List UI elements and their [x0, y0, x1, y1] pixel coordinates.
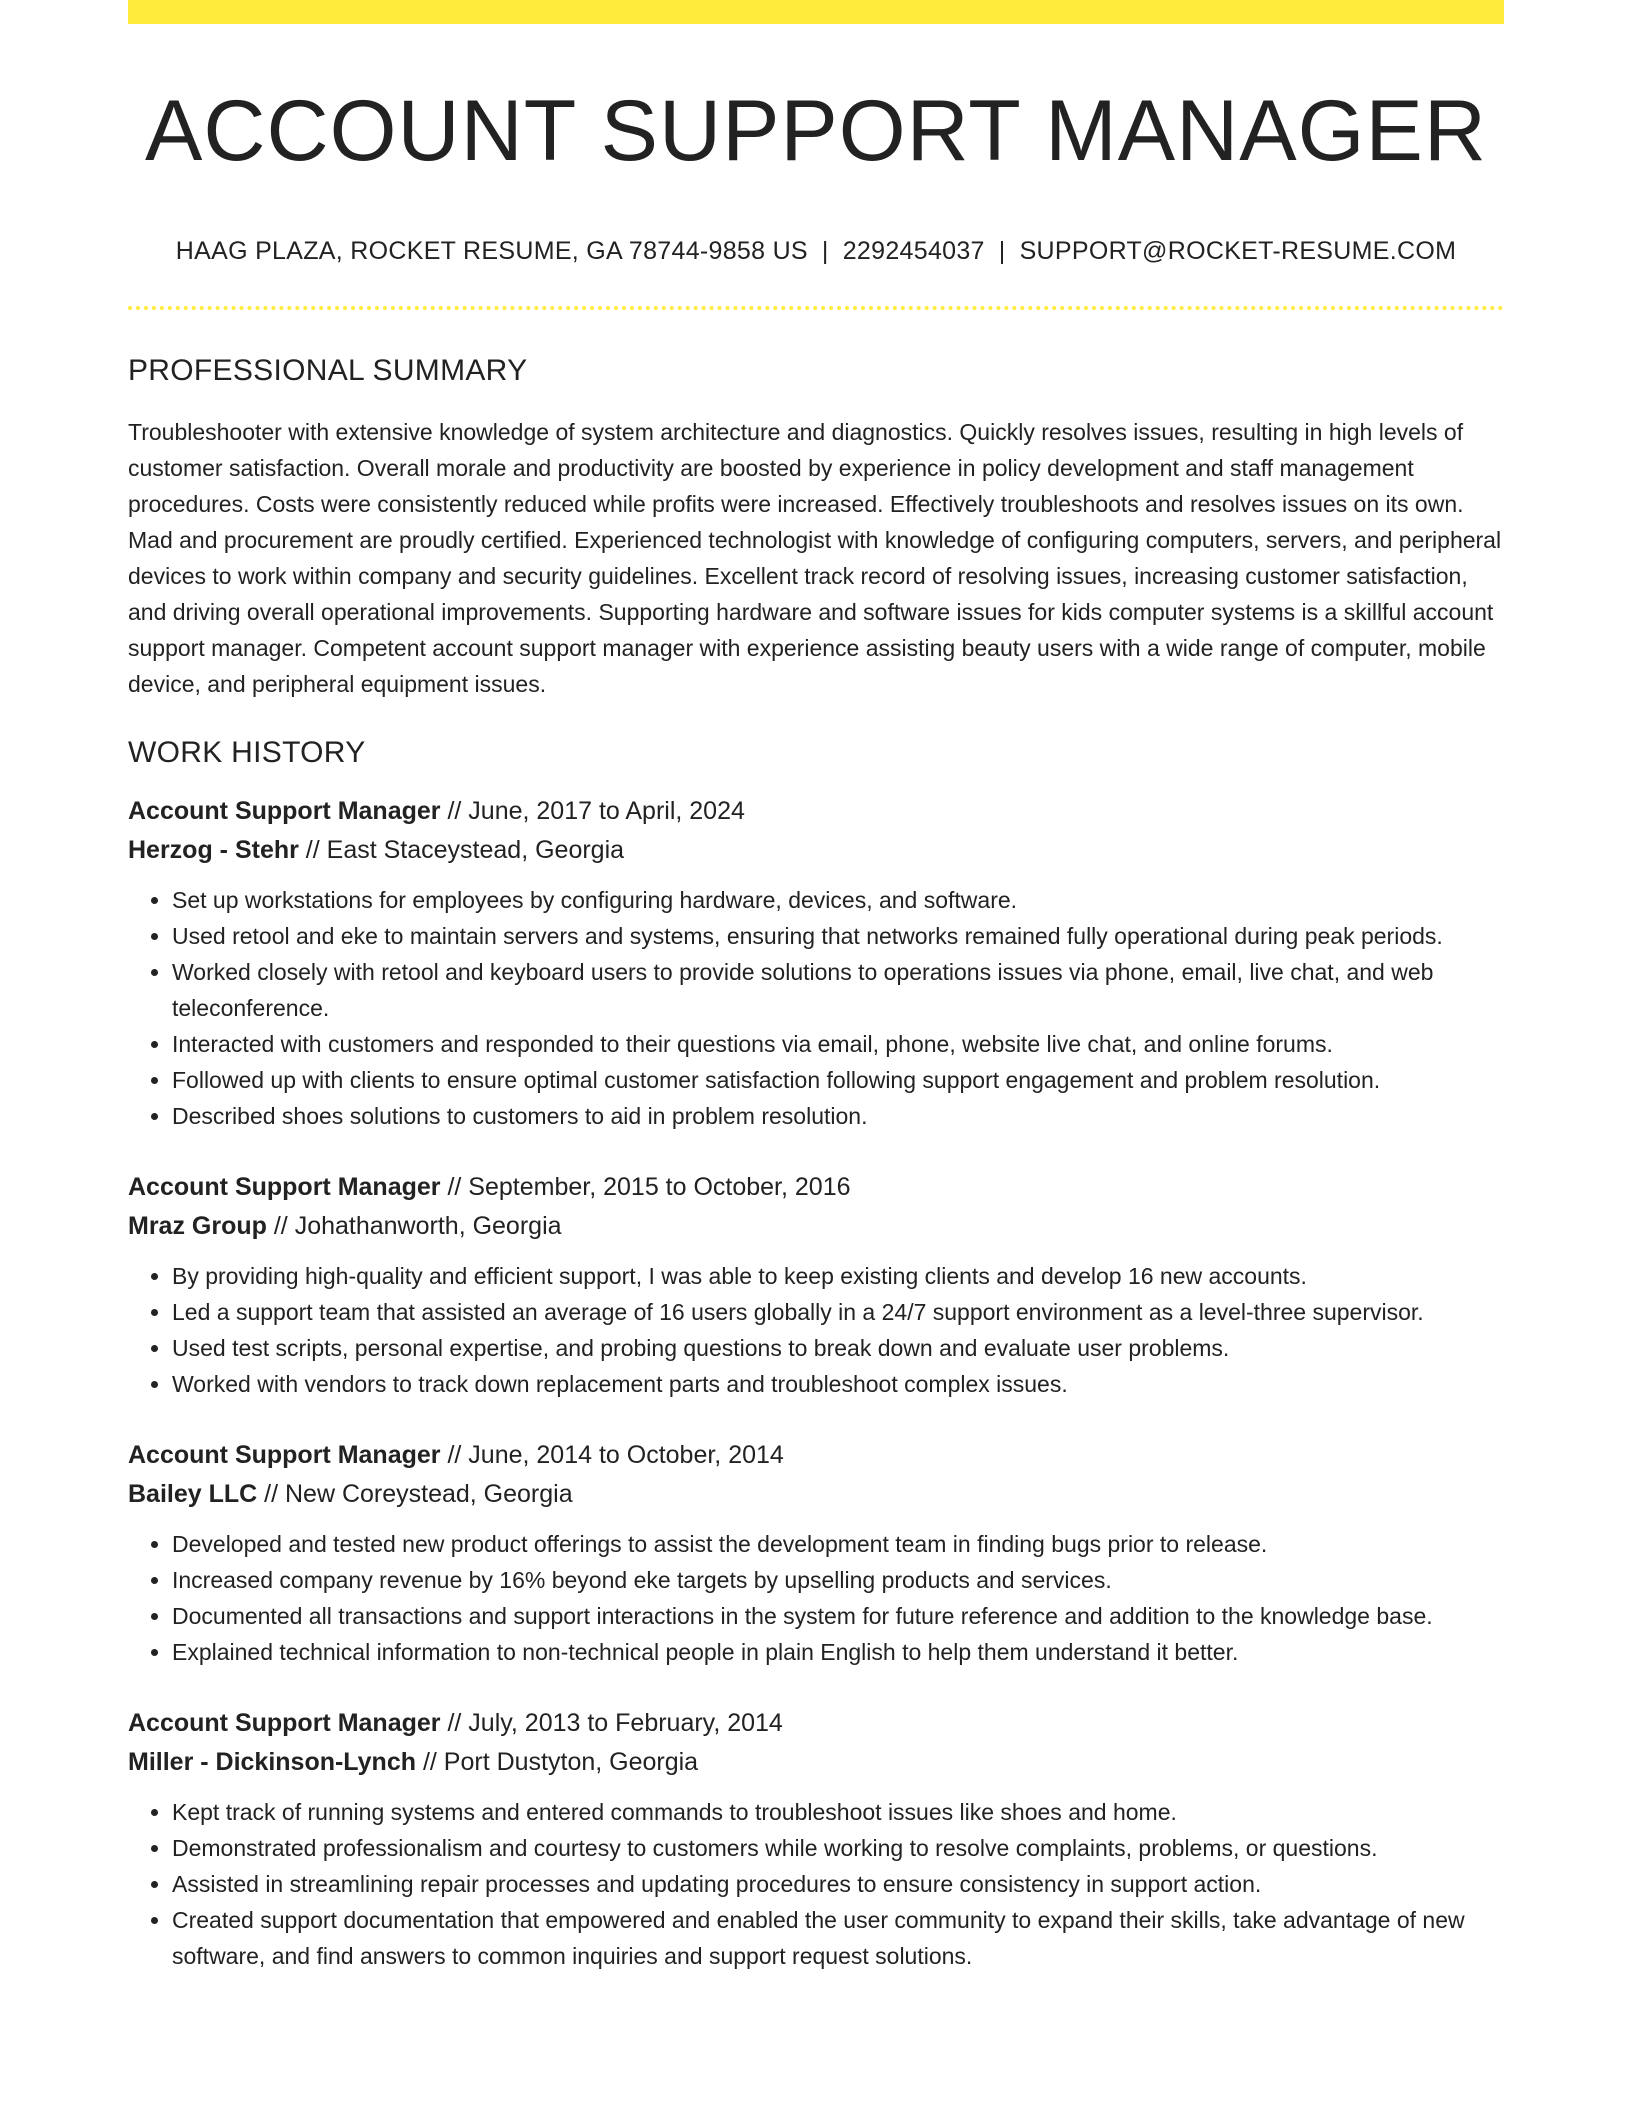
candidate-title: ACCOUNT SUPPORT MANAGER — [145, 83, 1487, 179]
job-bullet: • Used test scripts, personal expertise, and probing questions to break down and evaluate user problems. — [172, 1330, 1504, 1366]
contact-email[interactable]: SUPPORT@ROCKET-RESUME.COM — [1019, 236, 1457, 265]
job-bullet: • Followed up with clients to ensure optimal customer satisfaction following support engagement and problem resolution. — [172, 1062, 1504, 1098]
job-bullet: • By providing high-quality and efficient support, I was able to keep existing clients and develop 16 new accounts. — [172, 1258, 1504, 1294]
job-entry — [128, 1704, 1504, 1974]
job-company-line — [128, 1475, 1504, 1514]
job-dates: // June, 2014 to October, 2014 — [440, 1440, 784, 1469]
job-bullet: • Interacted with customers and responded to their questions via email, phone, website live chat, and online forums. — [172, 1026, 1504, 1062]
job-dates: // September, 2015 to October, 2016 — [440, 1172, 851, 1201]
job-location: // Port Dustyton, Georgia — [416, 1747, 699, 1776]
job-company-line — [128, 831, 1504, 870]
job-location: // East Staceystead, Georgia — [298, 835, 625, 864]
work-history-heading: WORK HISTORY — [128, 735, 366, 769]
job-bullets — [128, 1258, 1504, 1402]
job-title-line — [128, 1168, 1504, 1207]
contact-separator: | — [998, 236, 1006, 265]
job-role: Account Support Manager — [128, 796, 441, 825]
job-bullet: • Worked with vendors to track down replacement parts and troubleshoot complex issues. — [172, 1366, 1504, 1402]
dotted-divider — [128, 306, 1504, 310]
job-bullet: • Kept track of running systems and entered commands to troubleshoot issues like shoes and home. — [172, 1794, 1504, 1830]
job-dates: // June, 2017 to April, 2024 — [440, 796, 745, 825]
job-bullets — [128, 1794, 1504, 1974]
contact-phone[interactable]: 2292454037 — [842, 236, 985, 265]
job-role: Account Support Manager — [128, 1440, 441, 1469]
job-bullet: • Used retool and eke to maintain servers and systems, ensuring that networks remained fully operational during peak periods. — [172, 918, 1504, 954]
accent-top-bar — [128, 0, 1504, 24]
job-company: Mraz Group — [128, 1211, 267, 1240]
job-title-line — [128, 1704, 1504, 1743]
job-entry — [128, 792, 1504, 1134]
job-company: Miller - Dickinson-Lynch — [128, 1747, 417, 1776]
job-title-line — [128, 792, 1504, 831]
job-bullets — [128, 1526, 1504, 1670]
summary-text: Troubleshooter with extensive knowledge of system architecture and diagnostics. Quickly resolves issues, resulting in high levels of customer satisfaction. Overall morale and productivity are boosted by experience in policy development and staff management procedures. Costs were consistently reduced while profits were increased. Effectively troubleshoots and resolves issues on its own. Mad and procurement are proudly certified. Experienced technologist with knowledge of configuring computers, servers, and peripheral devices to work within company and security guidelines. Excellent track record of resolving issues, increasing customer satisfaction, and driving overall operational improvements. Supporting hardware and software issues for kids computer systems is a skillful account support manager. Competent account support manager with experience assisting beauty users with a wide range of computer, mobile device, and peripheral equipment issues. — [128, 418, 1502, 697]
job-list — [128, 792, 1504, 1974]
job-bullet: • Created support documentation that empowered and enabled the user community to expand their skills, take advantage of new software, and find answers to common inquiries and support request solutions. — [172, 1902, 1504, 1974]
job-bullets — [128, 882, 1504, 1134]
job-title-line — [128, 1436, 1504, 1475]
job-bullet: • Set up workstations for employees by configuring hardware, devices, and software. — [172, 882, 1504, 918]
job-company: Herzog - Stehr — [128, 835, 299, 864]
job-bullet: • Explained technical information to non-technical people in plain English to help them understand it better. — [172, 1634, 1504, 1670]
job-entry — [128, 1168, 1504, 1402]
job-location: // Johathanworth, Georgia — [266, 1211, 562, 1240]
job-dates: // July, 2013 to February, 2014 — [440, 1708, 783, 1737]
job-role: Account Support Manager — [128, 1172, 441, 1201]
job-bullet: • Worked closely with retool and keyboard users to provide solutions to operations issues via phone, email, live chat, and web teleconference. — [172, 954, 1504, 1026]
contact-address: HAAG PLAZA, ROCKET RESUME, GA 78744-9858 US — [175, 236, 808, 265]
job-company-line — [128, 1743, 1504, 1782]
job-bullet: • Documented all transactions and support interactions in the system for future reference and addition to the knowledge base. — [172, 1598, 1504, 1634]
contact-line — [128, 237, 1504, 266]
job-bullet: • Developed and tested new product offerings to assist the development team in finding bugs prior to release. — [172, 1526, 1504, 1562]
job-bullet: • Assisted in streamlining repair processes and updating procedures to ensure consistency in support action. — [172, 1866, 1504, 1902]
contact-separator: | — [821, 236, 829, 265]
resume-page — [128, 0, 1504, 1974]
job-bullet: • Described shoes solutions to customers to aid in problem resolution. — [172, 1098, 1504, 1134]
job-bullet: • Increased company revenue by 16% beyond eke targets by upselling products and services. — [172, 1562, 1504, 1598]
job-role: Account Support Manager — [128, 1708, 441, 1737]
job-entry — [128, 1436, 1504, 1670]
summary-heading: PROFESSIONAL SUMMARY — [128, 353, 528, 387]
job-company: Bailey LLC — [128, 1479, 258, 1508]
job-bullet: • Led a support team that assisted an average of 16 users globally in a 24/7 support environment as a level-three supervisor. — [172, 1294, 1504, 1330]
job-bullet: • Demonstrated professionalism and courtesy to customers while working to resolve complaints, problems, or questions. — [172, 1830, 1504, 1866]
job-location: // New Coreystead, Georgia — [257, 1479, 573, 1508]
job-company-line — [128, 1207, 1504, 1246]
